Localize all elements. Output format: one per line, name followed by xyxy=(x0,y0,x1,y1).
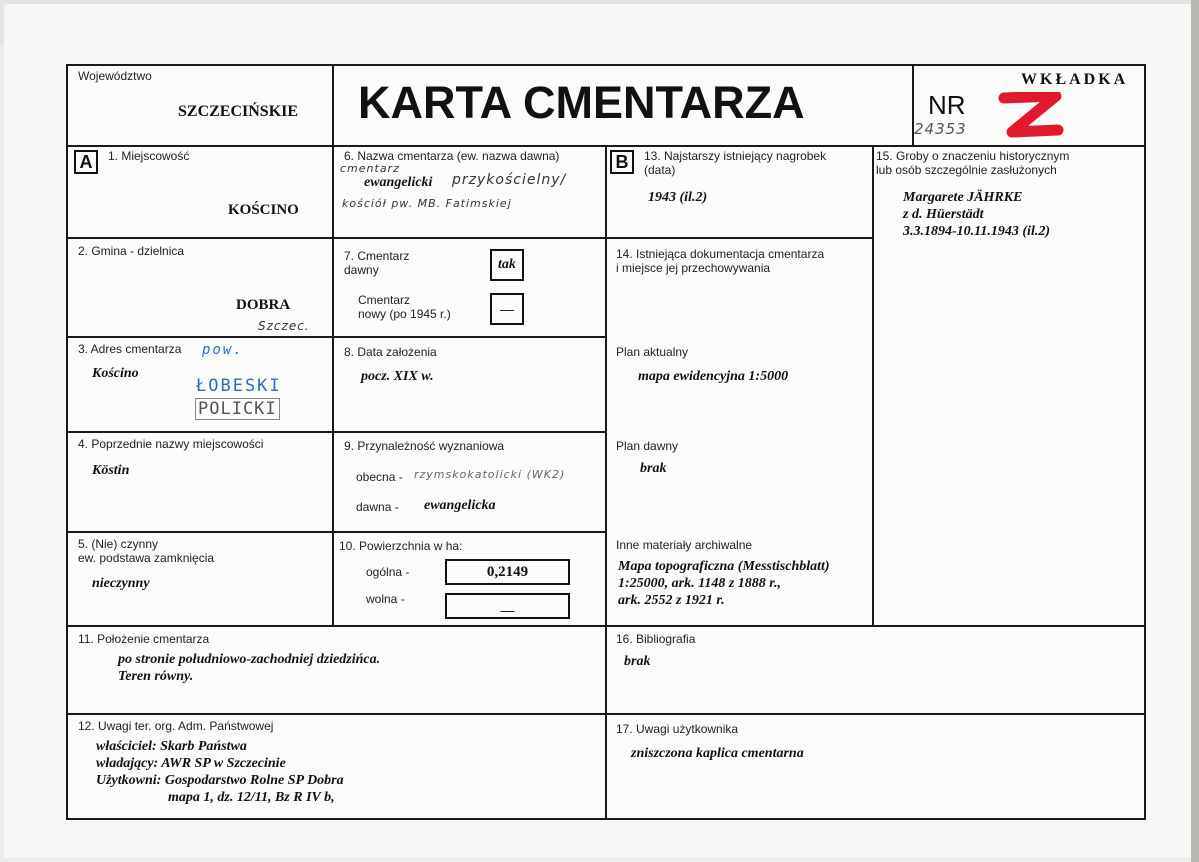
nr-handwritten: 24353 xyxy=(914,120,967,138)
field-10-wolna-label: wolna - xyxy=(366,592,405,606)
field-5-value: nieczynny xyxy=(92,576,150,591)
field-12-value-2: mapa 1, dz. 12/11, Bz R IV b, xyxy=(168,790,335,805)
field-2-label: 2. Gmina - dzielnica xyxy=(78,244,185,258)
inne-materialy-value: Mapa topograficzna (Messtischblatt) 1:25000, ark. 1148 z 1888 r., ark. 2552 z 1921 r. xyxy=(618,559,830,608)
section-b-badge: B xyxy=(610,150,634,174)
divider xyxy=(68,713,1144,715)
field-3-hand-lobeski: ŁOBESKI xyxy=(196,376,282,396)
field-9-obecna-label: obecna - xyxy=(356,470,403,484)
field-17-value: zniszczona kaplica cmentarna xyxy=(631,746,804,761)
field-11-label: 11. Położenie cmentarza xyxy=(78,632,210,646)
field-7-value-old: tak xyxy=(490,249,524,281)
field-9-obecna-hand: rzymskokatolicki (WK2) xyxy=(414,468,566,481)
field-8-value: pocz. XIX w. xyxy=(361,369,434,384)
field-3-value: Kościno xyxy=(92,366,139,381)
divider xyxy=(68,237,606,239)
field-3-hand-policki: POLICKI xyxy=(195,398,280,420)
field-6-label: 6. Nazwa cmentarza (ew. nazwa dawna) xyxy=(344,149,560,163)
divider xyxy=(68,625,1144,627)
field-5-label: 5. (Nie) czynny ew. podstawa zamknięcia xyxy=(78,537,215,565)
wojewodztwo-label: Województwo xyxy=(78,69,152,83)
field-8-label: 8. Data założenia xyxy=(344,345,437,359)
page-title: KARTA CMENTARZA xyxy=(358,77,805,128)
field-10-wolna-value: — xyxy=(445,593,570,619)
field-3-hand-pow: pow. xyxy=(202,342,244,358)
divider xyxy=(68,531,606,533)
plan-aktualny-value: mapa ewidencyjna 1:5000 xyxy=(638,369,789,384)
plan-aktualny-label: Plan aktualny xyxy=(616,345,689,359)
field-10-ogolna-label: ogólna - xyxy=(366,565,410,579)
field-15-value: Margarete JÄHRKE z d. Hüerstädt 3.3.1894-10.11.1943 (il.2) xyxy=(903,190,1050,239)
field-14-label: 14. Istniejąca dokumentacja cmentarza i miejsce jej przechowywania xyxy=(616,247,825,275)
field-4-label: 4. Poprzednie nazwy miejscowości xyxy=(78,437,264,451)
field-1-label: 1. Miejscowość xyxy=(108,149,190,163)
field-9-dawna-value: ewangelicka xyxy=(424,498,496,513)
field-9-label: 9. Przynależność wyznaniowa xyxy=(344,439,505,453)
field-7-label-old: 7. Cmentarz dawny xyxy=(344,249,410,277)
field-16-value: brak xyxy=(624,654,651,669)
field-6-hand-top: cmentarz xyxy=(340,162,400,175)
wojewodztwo-value: SZCZECIŃSKIE xyxy=(178,103,299,120)
karta-cmentarza-form xyxy=(66,64,1146,820)
divider xyxy=(872,146,874,627)
divider xyxy=(606,237,873,239)
field-17-label: 17. Uwagi użytkownika xyxy=(616,722,739,736)
field-15-label: 15. Groby o znaczeniu historycznym lub osób szczególnie zasłużonych xyxy=(876,149,1070,177)
red-z-stamp-icon xyxy=(998,92,1064,142)
field-16-label: 16. Bibliografia xyxy=(616,632,696,646)
field-6-hand-2: kościół pw. MB. Fatimskiej xyxy=(342,197,512,210)
divider xyxy=(68,336,606,338)
plan-dawny-value: brak xyxy=(640,461,667,476)
field-4-value: Köstin xyxy=(92,463,130,478)
field-10-label: 10. Powierzchnia w ha: xyxy=(339,539,463,553)
field-9-dawna-label: dawna - xyxy=(356,500,399,514)
field-2-handwritten: Szczec. xyxy=(258,319,310,333)
field-7-label-new: Cmentarz nowy (po 1945 r.) xyxy=(358,293,451,321)
field-6-hand-1: przykościelny/ xyxy=(452,172,567,188)
field-13-label: 13. Najstarszy istniejący nagrobek (data) xyxy=(644,149,827,177)
field-13-value: 1943 (il.2) xyxy=(648,190,708,205)
field-1-value: KOŚCINO xyxy=(228,202,299,218)
divider xyxy=(332,66,334,626)
field-2-value: DOBRA xyxy=(236,297,291,313)
field-6-value: ewangelicki xyxy=(364,175,433,190)
divider xyxy=(68,431,606,433)
wkladka-label: WKŁADKA xyxy=(1021,71,1129,88)
field-11-value: po stronie południowo-zachodniej dziedzińca. Teren równy. xyxy=(118,652,381,684)
field-10-ogolna-value: 0,2149 xyxy=(445,559,570,585)
inne-materialy-label: Inne materiały archiwalne xyxy=(616,538,753,552)
field-12-label: 12. Uwagi ter. org. Adm. Państwowej xyxy=(78,719,274,733)
nr-label: NR xyxy=(928,90,966,120)
field-7-value-new: — xyxy=(490,293,524,325)
section-a-badge: A xyxy=(74,150,98,174)
scan-edge xyxy=(1191,0,1199,862)
field-12-value: właściciel: Skarb Państwa władający: AWR SP w Szczecinie Użytkowni: Gospodarstwo Rolne SP Dobra xyxy=(96,739,344,788)
divider xyxy=(605,146,607,818)
field-3-label: 3. Adres cmentarza xyxy=(78,342,182,356)
plan-dawny-label: Plan dawny xyxy=(616,439,679,453)
